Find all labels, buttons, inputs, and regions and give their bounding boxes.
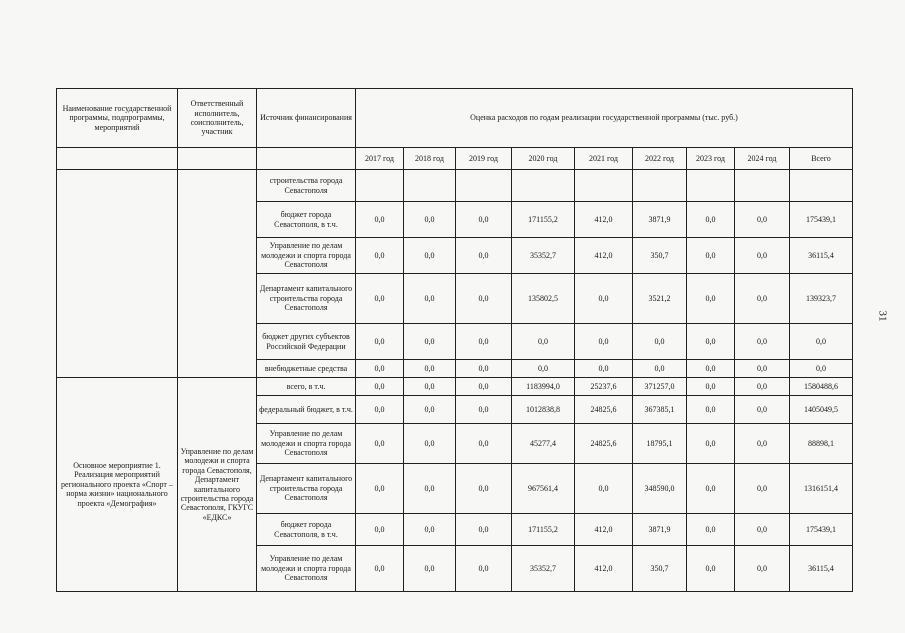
value-cell: 348590,0 [633,464,687,514]
funding-source-cell: Управление по делам молодежи и спорта города Севастополя [257,546,356,592]
budget-table [56,88,853,592]
value-cell: 367385,1 [633,396,687,424]
value-cell: 0,0 [687,514,735,546]
header-executor: Ответственный исполнитель, соисполнитель, участник [178,89,257,148]
year-header: 2019 год [456,148,512,170]
value-cell: 0,0 [404,546,456,592]
table-body [57,170,853,592]
value-cell: 18795,1 [633,424,687,464]
value-cell: 0,0 [790,324,853,360]
funding-source-cell: всего, в т.ч. [257,378,356,396]
value-cell: 135802,5 [512,274,575,324]
value-cell: 88898,1 [790,424,853,464]
value-cell [404,170,456,202]
value-cell [633,170,687,202]
value-cell: 36115,4 [790,238,853,274]
year-header: 2021 год [575,148,633,170]
value-cell [456,170,512,202]
header-row [57,89,853,148]
value-cell: 0,0 [404,464,456,514]
value-cell: 175439,1 [790,202,853,238]
value-cell: 1183994,0 [512,378,575,396]
value-cell: 0,0 [356,274,404,324]
value-cell: 0,0 [735,238,790,274]
value-cell: 0,0 [687,238,735,274]
value-cell: 0,0 [356,514,404,546]
year-header-row [57,148,853,170]
value-cell: 0,0 [404,396,456,424]
year-header: Всего [790,148,853,170]
value-cell: 45277,4 [512,424,575,464]
value-cell [575,170,633,202]
value-cell: 0,0 [687,274,735,324]
value-cell: 1316151,4 [790,464,853,514]
value-cell: 139323,7 [790,274,853,324]
value-cell: 0,0 [790,360,853,378]
funding-source-cell: внебюджетные средства [257,360,356,378]
value-cell: 0,0 [687,378,735,396]
value-cell [790,170,853,202]
value-cell: 0,0 [575,464,633,514]
value-cell: 0,0 [404,274,456,324]
value-cell: 0,0 [456,424,512,464]
value-cell: 0,0 [456,360,512,378]
value-cell: 36115,4 [790,546,853,592]
executor-cell [178,170,257,378]
value-cell: 0,0 [735,378,790,396]
header-blank [178,148,257,170]
header-estimate: Оценка расходов по годам реализации государственной программы (тыс. руб.) [356,89,853,148]
year-header: 2024 год [735,148,790,170]
value-cell: 3871,9 [633,202,687,238]
value-cell: 967561,4 [512,464,575,514]
header-source: Источник финансирования [257,89,356,148]
value-cell: 0,0 [633,324,687,360]
value-cell: 0,0 [404,378,456,396]
value-cell: 35352,7 [512,238,575,274]
value-cell: 0,0 [575,324,633,360]
funding-source-cell: строительства города Севастополя [257,170,356,202]
value-cell: 0,0 [356,396,404,424]
value-cell: 0,0 [687,360,735,378]
value-cell: 412,0 [575,514,633,546]
year-header: 2023 год [687,148,735,170]
value-cell: 0,0 [735,274,790,324]
value-cell: 0,0 [356,324,404,360]
year-header: 2018 год [404,148,456,170]
value-cell: 0,0 [356,238,404,274]
funding-source-cell: бюджет других субъектов Российской Федерации [257,324,356,360]
value-cell: 0,0 [575,274,633,324]
value-cell: 0,0 [456,324,512,360]
value-cell: 0,0 [687,546,735,592]
value-cell: 0,0 [735,546,790,592]
value-cell: 0,0 [687,396,735,424]
value-cell: 0,0 [512,324,575,360]
year-header: 2017 год [356,148,404,170]
value-cell: 0,0 [456,546,512,592]
value-cell: 0,0 [456,202,512,238]
value-cell: 0,0 [404,324,456,360]
year-header: 2022 год [633,148,687,170]
value-cell: 0,0 [456,238,512,274]
funding-source-cell: бюджет города Севастополя, в т.ч. [257,202,356,238]
value-cell: 412,0 [575,202,633,238]
value-cell: 371257,0 [633,378,687,396]
value-cell: 0,0 [404,514,456,546]
value-cell: 0,0 [456,396,512,424]
value-cell: 0,0 [356,360,404,378]
value-cell: 0,0 [456,378,512,396]
value-cell: 3521,2 [633,274,687,324]
value-cell: 1405049,5 [790,396,853,424]
value-cell: 0,0 [404,238,456,274]
value-cell: 0,0 [456,514,512,546]
value-cell: 0,0 [687,324,735,360]
value-cell: 0,0 [687,202,735,238]
value-cell: 24825,6 [575,424,633,464]
value-cell: 175439,1 [790,514,853,546]
funding-source-cell: Департамент капитального строительства города Севастополя [257,274,356,324]
value-cell: 0,0 [735,464,790,514]
header-name: Наименование государственной программы, подпрограммы, мероприятий [57,89,178,148]
funding-source-cell: федеральный бюджет, в т.ч. [257,396,356,424]
value-cell: 0,0 [456,464,512,514]
value-cell: 24825,6 [575,396,633,424]
value-cell [512,170,575,202]
value-cell: 0,0 [356,424,404,464]
value-cell: 0,0 [687,424,735,464]
measure-name-cell [57,170,178,378]
funding-source-cell: Управление по делам молодежи и спорта города Севастополя [257,424,356,464]
header-blank [257,148,356,170]
value-cell: 0,0 [735,514,790,546]
value-cell: 1012838,8 [512,396,575,424]
value-cell: 0,0 [735,424,790,464]
value-cell: 350,7 [633,546,687,592]
value-cell: 0,0 [404,202,456,238]
value-cell: 171155,2 [512,202,575,238]
measure-name-cell: Основное мероприятие 1. Реализация мероприятий регионального проекта «Спорт – норма жизни» национального проекта «Демография» [57,378,178,592]
value-cell: 0,0 [633,360,687,378]
value-cell [735,170,790,202]
value-cell: 0,0 [735,360,790,378]
value-cell [687,170,735,202]
funding-source-cell: Управление по делам молодежи и спорта города Севастополя [257,238,356,274]
value-cell: 0,0 [356,202,404,238]
value-cell: 0,0 [735,324,790,360]
funding-source-cell: бюджет города Севастополя, в т.ч. [257,514,356,546]
value-cell: 0,0 [735,202,790,238]
year-header: 2020 год [512,148,575,170]
value-cell: 0,0 [512,360,575,378]
value-cell: 412,0 [575,546,633,592]
table-row [57,378,853,396]
table-row [57,170,853,202]
value-cell: 171155,2 [512,514,575,546]
value-cell: 0,0 [456,274,512,324]
header-blank [57,148,178,170]
value-cell: 0,0 [356,546,404,592]
value-cell: 3871,9 [633,514,687,546]
value-cell: 350,7 [633,238,687,274]
value-cell: 0,0 [735,396,790,424]
value-cell: 25237,6 [575,378,633,396]
value-cell: 0,0 [575,360,633,378]
funding-source-cell: Департамент капитального строительства города Севастополя [257,464,356,514]
page-number: 31 [876,310,889,322]
value-cell [356,170,404,202]
value-cell: 35352,7 [512,546,575,592]
executor-cell: Управление по делам молодежи и спорта города Севастополя, Департамент капитального строительства города Севастополя, ГКУГС «ЕДКС» [178,378,257,592]
value-cell: 1580488,6 [790,378,853,396]
value-cell: 0,0 [404,360,456,378]
value-cell: 0,0 [356,464,404,514]
value-cell: 0,0 [404,424,456,464]
value-cell: 0,0 [687,464,735,514]
value-cell: 0,0 [356,378,404,396]
value-cell: 412,0 [575,238,633,274]
